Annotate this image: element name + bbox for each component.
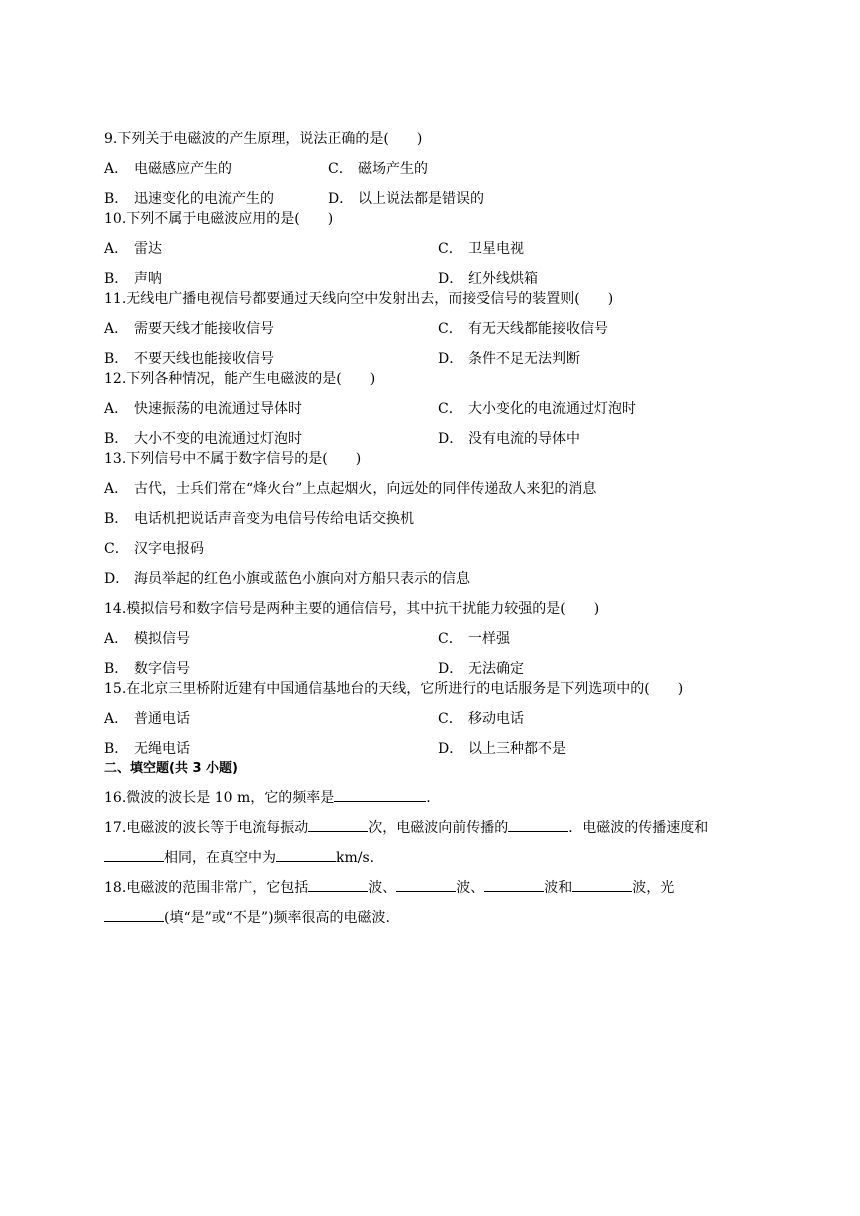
question-12-option-b[interactable] bbox=[104, 429, 302, 449]
option-letter: B． bbox=[104, 661, 129, 677]
option-letter: D． bbox=[438, 431, 464, 447]
option-text: 模拟信号 bbox=[134, 631, 190, 647]
question-9-option-c[interactable] bbox=[328, 159, 428, 179]
option-text: 没有电流的导体中 bbox=[468, 431, 580, 447]
option-text: 大小不变的电流通过灯泡时 bbox=[134, 431, 302, 447]
option-letter: D． bbox=[104, 571, 130, 587]
answer-blank[interactable] bbox=[276, 847, 336, 862]
question-16-end: . bbox=[426, 790, 431, 806]
question-15-option-a[interactable] bbox=[104, 709, 190, 729]
question-10-option-a[interactable] bbox=[104, 239, 162, 259]
question-18-text-d: 波和 bbox=[544, 880, 573, 896]
option-text: 普通电话 bbox=[134, 711, 190, 727]
question-13-option-b[interactable] bbox=[104, 509, 414, 529]
question-9-option-d[interactable] bbox=[328, 189, 484, 209]
option-text: 以上三种都不是 bbox=[468, 741, 566, 757]
question-16 bbox=[104, 787, 760, 807]
option-letter: D． bbox=[438, 741, 464, 757]
question-13-option-c[interactable] bbox=[104, 539, 204, 559]
question-18-line-2 bbox=[104, 907, 760, 927]
question-17-text-e: km/s. bbox=[336, 850, 375, 866]
option-letter: C． bbox=[104, 541, 129, 557]
option-letter: A． bbox=[104, 711, 129, 727]
option-text: 条件不足无法判断 bbox=[468, 351, 580, 367]
option-text: 汉字电报码 bbox=[134, 541, 204, 557]
option-letter: D． bbox=[438, 661, 464, 677]
question-17-text-b: 次，电磁波向前传播的 bbox=[368, 820, 509, 836]
option-letter: D． bbox=[438, 271, 464, 287]
answer-blank[interactable] bbox=[104, 847, 164, 862]
option-text: 不要天线也能接收信号 bbox=[134, 351, 274, 367]
answer-blank[interactable] bbox=[308, 817, 368, 832]
question-12-option-a[interactable] bbox=[104, 399, 302, 419]
question-11-option-d[interactable] bbox=[438, 349, 580, 369]
question-11-options-row-2 bbox=[104, 349, 760, 369]
question-9-option-b[interactable] bbox=[104, 189, 274, 209]
question-10-option-d[interactable] bbox=[438, 269, 538, 289]
question-16-text: 16.微波的波长是 10 m，它的频率是 bbox=[104, 790, 335, 806]
option-letter: B． bbox=[104, 431, 129, 447]
option-letter: B． bbox=[104, 511, 129, 527]
question-18-text-a: 18.电磁波的范围非常广，它包括 bbox=[104, 880, 309, 896]
question-17-text-d: 相同，在真空中为 bbox=[164, 850, 276, 866]
question-13-stem: 13.下列信号中不属于数字信号的是( ) bbox=[104, 451, 362, 467]
option-text: 海员举起的红色小旗或蓝色小旗向对方船只表示的信息 bbox=[134, 571, 470, 587]
question-13-option-c-row bbox=[104, 539, 760, 559]
option-letter: C． bbox=[438, 321, 463, 337]
question-11-stem: 11.无线电广播电视信号都要通过天线向空中发射出去，而接受信号的装置则( ) bbox=[104, 291, 614, 307]
answer-blank[interactable] bbox=[508, 817, 568, 832]
option-letter: B． bbox=[104, 271, 129, 287]
question-18-text-b: 波、 bbox=[368, 880, 397, 896]
option-letter: C． bbox=[438, 631, 463, 647]
question-10-option-b[interactable] bbox=[104, 269, 162, 289]
option-text: 红外线烘箱 bbox=[468, 271, 538, 287]
question-14-option-c[interactable] bbox=[438, 629, 510, 649]
question-14-options-row-2 bbox=[104, 659, 760, 679]
option-text: 卫星电视 bbox=[468, 241, 524, 257]
section-heading-fill-in: 二、填空题(共 3 小题) bbox=[104, 761, 238, 776]
question-13-option-b-row bbox=[104, 509, 760, 529]
option-letter: A． bbox=[104, 321, 129, 337]
question-14-option-d[interactable] bbox=[438, 659, 524, 679]
option-letter: A． bbox=[104, 161, 129, 177]
option-letter: C． bbox=[328, 161, 353, 177]
option-letter: C． bbox=[438, 711, 463, 727]
answer-blank[interactable] bbox=[484, 877, 544, 892]
question-15-option-b[interactable] bbox=[104, 739, 190, 759]
question-14-option-b[interactable] bbox=[104, 659, 190, 679]
question-12-options-row-2 bbox=[104, 429, 760, 449]
answer-blank[interactable] bbox=[334, 787, 426, 802]
option-letter: A． bbox=[104, 401, 129, 417]
option-text: 电磁感应产生的 bbox=[134, 161, 232, 177]
question-12-stem: 12.下列各种情况，能产生电磁波的是( ) bbox=[104, 371, 376, 387]
question-11-option-c[interactable] bbox=[438, 319, 608, 339]
option-letter: D． bbox=[438, 351, 464, 367]
option-text: 大小变化的电流通过灯泡时 bbox=[468, 401, 636, 417]
option-text: 磁场产生的 bbox=[358, 161, 428, 177]
question-9-option-a[interactable] bbox=[104, 159, 232, 179]
option-text: 迅速变化的电流产生的 bbox=[134, 191, 274, 207]
question-13-option-a-row bbox=[104, 479, 760, 499]
question-17-line-1 bbox=[104, 817, 760, 837]
option-letter: B． bbox=[104, 741, 129, 757]
question-15-stem: 15.在北京三里桥附近建有中国通信基地台的天线，它所进行的电话服务是下列选项中的( ) bbox=[104, 681, 684, 697]
question-13-option-d-row bbox=[104, 569, 760, 589]
option-letter: C． bbox=[438, 241, 463, 257]
question-18-text-c: 波、 bbox=[456, 880, 485, 896]
question-12-options-row-1 bbox=[104, 399, 760, 419]
option-letter: B． bbox=[104, 351, 129, 367]
question-15-options-row-2 bbox=[104, 739, 760, 759]
option-text: 雷达 bbox=[134, 241, 162, 257]
question-18-text-e: 波，光 bbox=[632, 880, 675, 896]
question-12-option-d[interactable] bbox=[438, 429, 580, 449]
answer-blank[interactable] bbox=[396, 877, 456, 892]
answer-blank[interactable] bbox=[308, 877, 368, 892]
option-text: 古代，士兵们常在“烽火台”上点起烟火，向远处的同伴传递敌人来犯的消息 bbox=[134, 481, 597, 497]
question-10-options-row-1 bbox=[104, 239, 760, 259]
worksheet-page bbox=[104, 129, 760, 937]
option-text: 有无天线都能接收信号 bbox=[468, 321, 608, 337]
option-text: 一样强 bbox=[468, 631, 510, 647]
question-15-option-d[interactable] bbox=[438, 739, 566, 759]
option-letter: A． bbox=[104, 241, 129, 257]
option-letter: A． bbox=[104, 481, 129, 497]
question-13-option-d[interactable] bbox=[104, 569, 470, 589]
question-11-option-b[interactable] bbox=[104, 349, 274, 369]
question-9-options-row-1 bbox=[104, 159, 760, 179]
question-15-options-row-1 bbox=[104, 709, 760, 729]
option-text: 无法确定 bbox=[468, 661, 524, 677]
question-17-text-c: ．电磁波的传播速度和 bbox=[568, 820, 709, 836]
option-text: 数字信号 bbox=[134, 661, 190, 677]
option-letter: C． bbox=[438, 401, 463, 417]
question-17-line-2 bbox=[104, 847, 760, 867]
answer-blank[interactable] bbox=[104, 907, 164, 922]
question-14-option-a[interactable] bbox=[104, 629, 190, 649]
question-18-text-f: (填“是”或“不是”)频率很高的电磁波. bbox=[164, 910, 391, 926]
question-10-options-row-2 bbox=[104, 269, 760, 289]
option-letter: A． bbox=[104, 631, 129, 647]
option-text: 快速振荡的电流通过导体时 bbox=[134, 401, 302, 417]
question-11-options-row-1 bbox=[104, 319, 760, 339]
question-10-stem: 10.下列不属于电磁波应用的是( ) bbox=[104, 211, 334, 227]
question-14-stem: 14.模拟信号和数字信号是两种主要的通信信号，其中抗干扰能力较强的是( ) bbox=[104, 601, 600, 617]
question-11-option-a[interactable] bbox=[104, 319, 274, 339]
option-text: 电话机把说话声音变为电信号传给电话交换机 bbox=[134, 511, 414, 527]
option-letter: B． bbox=[104, 191, 129, 207]
answer-blank[interactable] bbox=[572, 877, 632, 892]
option-text: 声呐 bbox=[134, 271, 162, 287]
question-13-option-a[interactable] bbox=[104, 479, 596, 499]
question-12-option-c[interactable] bbox=[438, 399, 636, 419]
question-9-stem: 9.下列关于电磁波的产生原理，说法正确的是( ) bbox=[104, 131, 423, 147]
question-15-option-c[interactable] bbox=[438, 709, 524, 729]
question-18-line-1 bbox=[104, 877, 760, 897]
question-9-options-row-2 bbox=[104, 189, 760, 209]
question-14-options-row-1 bbox=[104, 629, 760, 649]
option-text: 需要天线才能接收信号 bbox=[134, 321, 274, 337]
option-text: 以上说法都是错误的 bbox=[358, 191, 484, 207]
option-letter: D． bbox=[328, 191, 354, 207]
question-17-text-a: 17.电磁波的波长等于电流每振动 bbox=[104, 820, 309, 836]
option-text: 无绳电话 bbox=[134, 741, 190, 757]
question-10-option-c[interactable] bbox=[438, 239, 524, 259]
option-text: 移动电话 bbox=[468, 711, 524, 727]
